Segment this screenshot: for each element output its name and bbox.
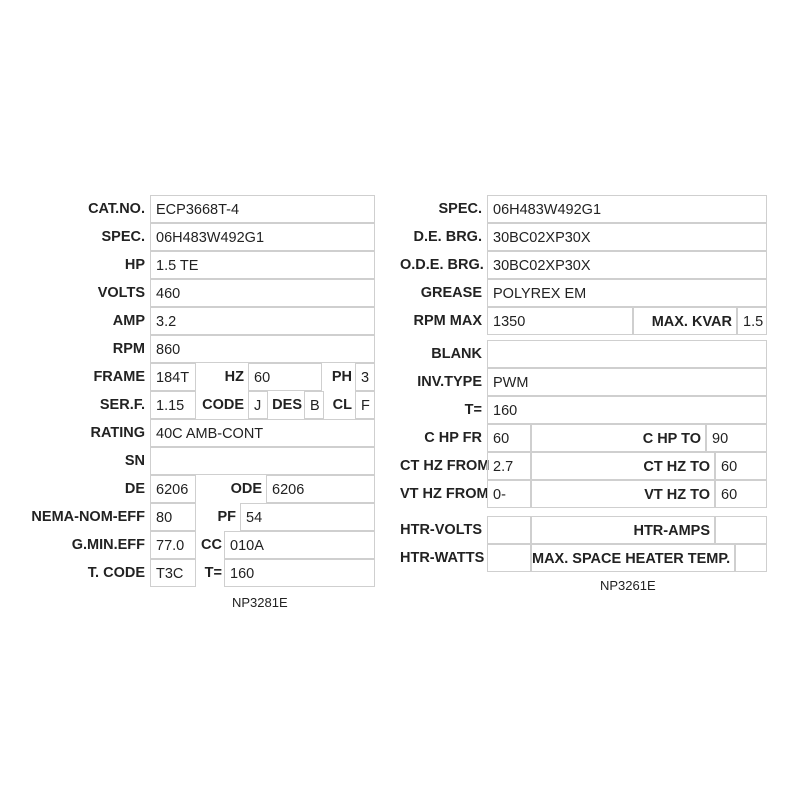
rating-value: 40C AMB-CONT bbox=[150, 419, 375, 447]
ode-label: ODE bbox=[230, 481, 262, 497]
rpm-value: 860 bbox=[150, 335, 375, 363]
vthz-to-value: 60 bbox=[715, 480, 767, 508]
cat-no-value: ECP3668T-4 bbox=[150, 195, 375, 223]
vthz-to-label: VT HZ TO bbox=[531, 480, 715, 508]
rpm-max-label: RPM MAX bbox=[413, 313, 482, 329]
rating-label: RATING bbox=[90, 425, 145, 441]
ode-value: 6206 bbox=[266, 475, 375, 503]
pf-value: 54 bbox=[240, 503, 375, 531]
htr-volts-label: HTR-VOLTS bbox=[400, 522, 482, 538]
max-kvar-value: 1.5 bbox=[737, 307, 767, 335]
r-spec-label: SPEC. bbox=[438, 201, 482, 217]
sn-value bbox=[150, 447, 375, 475]
right-nameplate bbox=[400, 195, 800, 615]
chp-fr-value: 60 bbox=[487, 424, 531, 452]
r-spec-value: 06H483W492G1 bbox=[487, 195, 767, 223]
htr-volts-value bbox=[487, 516, 531, 544]
chp-to-label: C HP TO bbox=[531, 424, 706, 452]
blank-label: BLANK bbox=[431, 346, 482, 362]
t-value: 160 bbox=[224, 559, 375, 587]
cthz-from-label: CT HZ FROM bbox=[400, 458, 490, 474]
cl-label: CL bbox=[332, 397, 352, 413]
max-heater-temp-label: MAX. SPACE HEATER TEMP. bbox=[531, 544, 735, 572]
volts-value: 460 bbox=[150, 279, 375, 307]
spec-label: SPEC. bbox=[101, 229, 145, 245]
amp-label: AMP bbox=[112, 313, 145, 329]
ode-brg-label: O.D.E. BRG. bbox=[400, 257, 484, 273]
cthz-from-value: 2.7 bbox=[487, 452, 531, 480]
de-brg-label: D.E. BRG. bbox=[413, 229, 482, 245]
vthz-from-label: VT HZ FROM bbox=[400, 486, 489, 502]
r-t-value: 160 bbox=[487, 396, 767, 424]
hz-label: HZ bbox=[224, 369, 244, 385]
nema-value: 80 bbox=[150, 503, 196, 531]
tcode-value: T3C bbox=[150, 559, 196, 587]
pf-label: PF bbox=[217, 509, 236, 525]
cat-no-label: CAT.NO. bbox=[88, 201, 145, 217]
cc-value: 010A bbox=[224, 531, 375, 559]
right-footer-code: NP3261E bbox=[600, 578, 656, 593]
cc-label: CC bbox=[201, 537, 222, 553]
inv-type-label: INV.TYPE bbox=[417, 374, 482, 390]
ph-label: PH bbox=[331, 369, 352, 385]
htr-watts-value bbox=[487, 544, 531, 572]
htr-amps-label: HTR-AMPS bbox=[531, 516, 715, 544]
de-brg-value: 30BC02XP30X bbox=[487, 223, 767, 251]
rpm-max-value: 1350 bbox=[487, 307, 633, 335]
ph-value: 3 bbox=[355, 363, 375, 391]
serf-value: 1.15 bbox=[150, 391, 196, 419]
des-label: DES bbox=[272, 397, 302, 413]
sn-label: SN bbox=[124, 453, 145, 469]
max-kvar-label: MAX. KVAR bbox=[633, 307, 737, 335]
chp-to-value: 90 bbox=[706, 424, 767, 452]
r-t-label: T= bbox=[464, 402, 482, 418]
chp-fr-label: C HP FR bbox=[424, 430, 482, 446]
grease-label: GREASE bbox=[420, 285, 482, 301]
code-value: J bbox=[248, 391, 268, 419]
cl-value: F bbox=[355, 391, 375, 419]
hz-value: 60 bbox=[248, 363, 322, 391]
tcode-label: T. CODE bbox=[87, 565, 145, 581]
t-label: T= bbox=[204, 565, 222, 581]
left-nameplate bbox=[0, 195, 400, 615]
gmin-value: 77.0 bbox=[150, 531, 196, 559]
cthz-to-label: CT HZ TO bbox=[531, 452, 715, 480]
serf-label: SER.F. bbox=[99, 397, 145, 413]
cthz-to-value: 60 bbox=[715, 452, 767, 480]
code-label: CODE bbox=[202, 397, 244, 413]
hp-label: HP bbox=[124, 257, 145, 273]
frame-value: 184T bbox=[150, 363, 196, 391]
des-value: B bbox=[304, 391, 324, 419]
ode-brg-value: 30BC02XP30X bbox=[487, 251, 767, 279]
htr-watts-label: HTR-WATTS bbox=[400, 550, 485, 566]
volts-label: VOLTS bbox=[97, 285, 145, 301]
frame-label: FRAME bbox=[93, 369, 145, 385]
left-footer-code: NP3281E bbox=[232, 595, 288, 610]
de-value: 6206 bbox=[150, 475, 196, 503]
vthz-from-value: 0- bbox=[487, 480, 531, 508]
nema-label: NEMA-NOM-EFF bbox=[31, 509, 145, 525]
gmin-label: G.MIN.EFF bbox=[71, 537, 145, 553]
hp-value: 1.5 TE bbox=[150, 251, 375, 279]
de-label: DE bbox=[124, 481, 145, 497]
amp-value: 3.2 bbox=[150, 307, 375, 335]
max-heater-temp-value bbox=[735, 544, 767, 572]
grease-value: POLYREX EM bbox=[487, 279, 767, 307]
blank-value bbox=[487, 340, 767, 368]
spec-value: 06H483W492G1 bbox=[150, 223, 375, 251]
htr-amps-value bbox=[715, 516, 767, 544]
inv-type-value: PWM bbox=[487, 368, 767, 396]
rpm-label: RPM bbox=[112, 341, 145, 357]
